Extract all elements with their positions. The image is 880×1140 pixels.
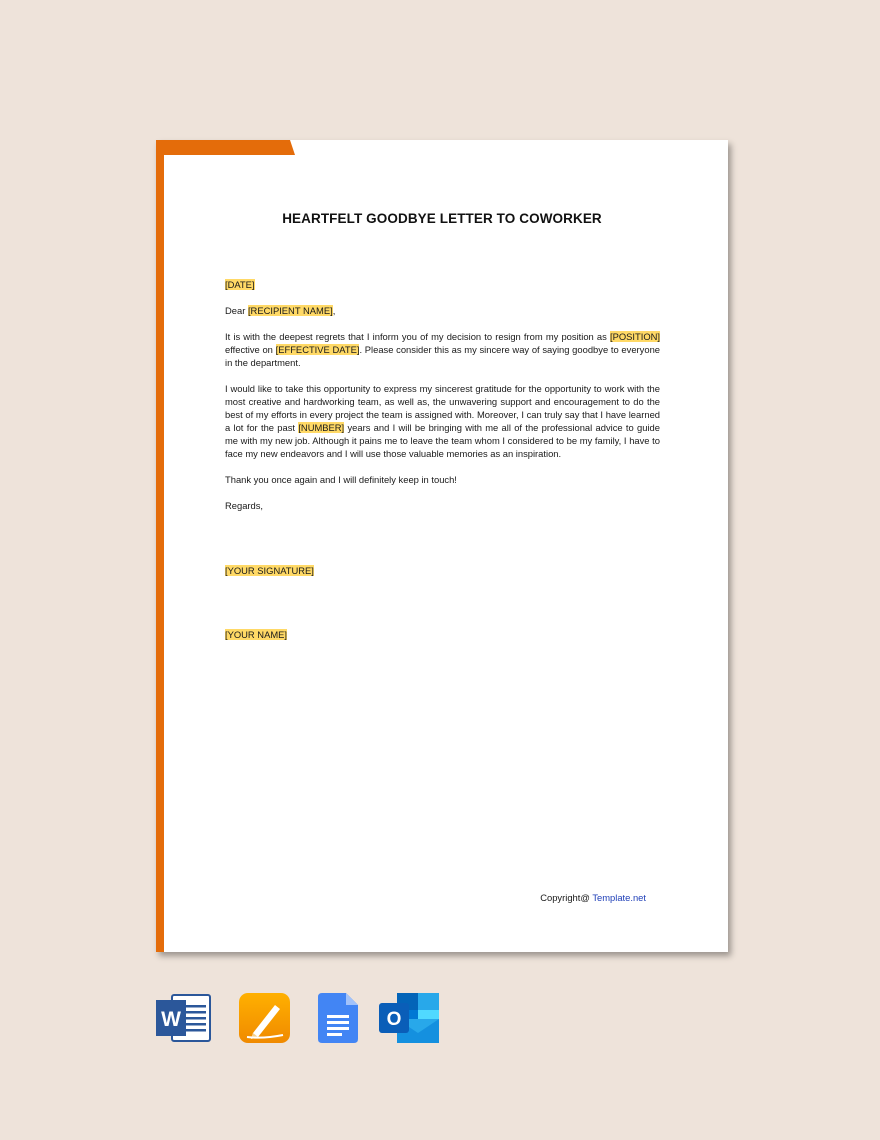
salutation-prefix: Dear: [225, 305, 248, 316]
date-placeholder: [DATE]: [225, 279, 255, 290]
paragraph-gratitude-text-a: I would like to take this opportunity to express my sincerest gratitude for the opportunity to work with the most creative and hardworking team, as well as, the unwavering support and encouragement to do the best of my efforts in every project the team is assigned with. Moreover, I can truly say that I have learned a lot for the past: [225, 383, 660, 433]
closing: Regards,: [225, 500, 264, 511]
orange-top-tab: [156, 140, 295, 155]
paragraph-gratitude-text-b: years and I will be bringing with me all of the professional advice to guide me with my new job. Although it pains me to leave the team whom I considered to be my family, I have to face my new endeavors and I will use those valuable memories as an inspiration.: [225, 422, 660, 459]
letter-page: [156, 140, 728, 952]
paragraph-resignation-text-a: It is with the deepest regrets that I inform you of my decision to resign from my position as: [225, 331, 610, 342]
copyright-notice: [540, 892, 646, 903]
orange-side-bar: [156, 140, 164, 952]
copyright-label: Copyright@: [540, 892, 593, 903]
apple-pages-icon[interactable]: [239, 993, 290, 1043]
paragraph-thanks: Thank you once again and I will definitely keep in touch!: [225, 474, 457, 485]
microsoft-outlook-icon[interactable]: [379, 993, 439, 1043]
effective-date-placeholder: [EFFECTIVE DATE]: [275, 344, 360, 355]
letter-body: [225, 278, 660, 654]
paragraph-resignation-text-b: effective on: [225, 344, 276, 355]
position-placeholder: [POSITION]: [609, 331, 660, 342]
signature-placeholder: [YOUR SIGNATURE]: [225, 565, 314, 576]
word-icon-letter: W: [161, 1008, 181, 1031]
name-line: [225, 628, 660, 641]
name-placeholder: [YOUR NAME]: [225, 629, 287, 640]
paragraph-gratitude: [225, 382, 660, 460]
template-net-link[interactable]: Template.net: [592, 892, 646, 903]
date-line: [225, 278, 660, 291]
outlook-icon-letter: O: [386, 1009, 402, 1030]
salutation-suffix: ,: [332, 305, 336, 316]
paragraph-resignation: [225, 330, 660, 369]
google-docs-icon[interactable]: [318, 993, 358, 1043]
letter-title: HEARTFELT GOODBYE LETTER TO COWORKER: [282, 211, 602, 226]
number-placeholder: [NUMBER]: [298, 422, 345, 433]
recipient-name-placeholder: [RECIPIENT NAME]: [247, 305, 333, 316]
microsoft-word-icon[interactable]: [156, 993, 212, 1043]
signature-line: [225, 564, 660, 577]
paragraph-resignation-text-c: . Please consider this as my sincere way of saying goodbye to everyone in the department.: [225, 344, 660, 368]
salutation: [225, 304, 660, 317]
